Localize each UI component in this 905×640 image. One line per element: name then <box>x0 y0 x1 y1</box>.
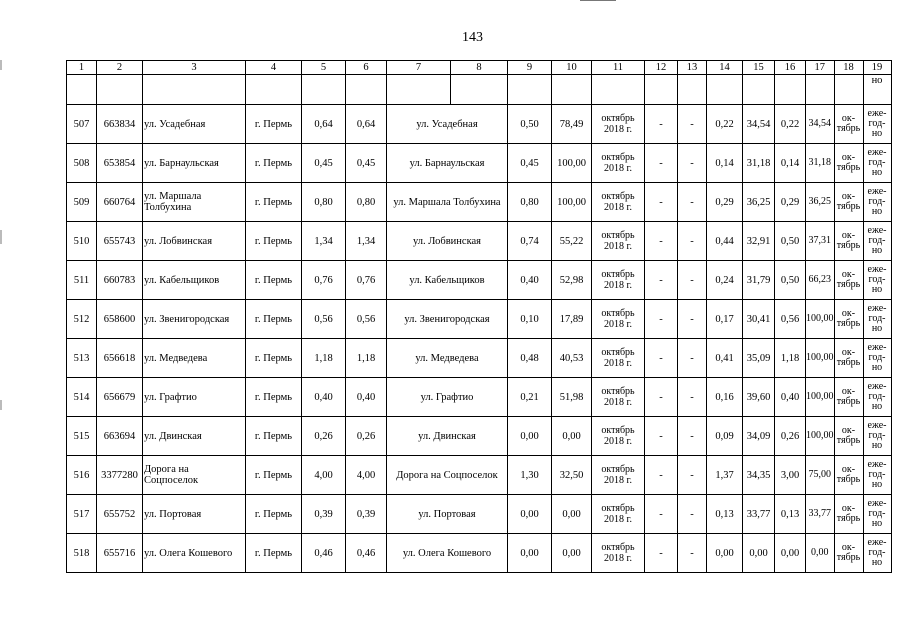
scan-edge-mark <box>0 230 2 244</box>
col-4-header: 4 <box>246 61 302 75</box>
col-12-value: - <box>645 105 678 144</box>
table-row <box>67 339 892 378</box>
row-number: 511 <box>67 261 97 300</box>
object-name: ул. Кабельщиков <box>387 261 508 300</box>
col-5-value: 1,18 <box>302 339 346 378</box>
col-18-header: 18 <box>834 61 863 75</box>
col-16-value: 0,22 <box>775 105 806 144</box>
empty-cell <box>552 75 592 105</box>
col-5-value: 0,46 <box>302 534 346 573</box>
col-17-value: 75,00 <box>806 456 835 495</box>
col-17-value: 100,00 <box>806 378 835 417</box>
col-13-value: - <box>678 378 707 417</box>
table-row <box>67 495 892 534</box>
empty-cell <box>775 75 806 105</box>
row-number: 518 <box>67 534 97 573</box>
col-14-value: 1,37 <box>707 456 743 495</box>
col-6-value: 0,56 <box>346 300 387 339</box>
empty-cell <box>743 75 775 105</box>
col-18-value: ок-тябрь <box>834 417 863 456</box>
col-14-value: 0,13 <box>707 495 743 534</box>
col-9-value: 0,45 <box>508 144 552 183</box>
col-13-value: - <box>678 300 707 339</box>
col-19-value: еже-год-но <box>863 300 891 339</box>
row-number: 512 <box>67 300 97 339</box>
period: октябрь 2018 г. <box>592 495 645 534</box>
col-16-value: 0,26 <box>775 417 806 456</box>
col-16-header: 16 <box>775 61 806 75</box>
col-10-value: 52,98 <box>552 261 592 300</box>
col-19-value: еже-год-но <box>863 534 891 573</box>
continuation-cell: но <box>863 75 891 105</box>
col-15-value: 34,54 <box>743 105 775 144</box>
col-17-value: 36,25 <box>806 183 835 222</box>
col-18-value: ок-тябрь <box>834 222 863 261</box>
row-number: 508 <box>67 144 97 183</box>
col-13-value: - <box>678 105 707 144</box>
col-10-value: 17,89 <box>552 300 592 339</box>
street-name: ул. Барнаульская <box>143 144 246 183</box>
col-14-value: 0,44 <box>707 222 743 261</box>
col-9-value: 0,21 <box>508 378 552 417</box>
col-10-value: 51,98 <box>552 378 592 417</box>
col-1-header: 1 <box>67 61 97 75</box>
col-12-value: - <box>645 417 678 456</box>
col-9-value: 0,00 <box>508 495 552 534</box>
col-14-value: 0,29 <box>707 183 743 222</box>
object-name: ул. Маршала Толбухина <box>387 183 508 222</box>
empty-cell <box>302 75 346 105</box>
col-5-value: 0,76 <box>302 261 346 300</box>
col-14-value: 0,16 <box>707 378 743 417</box>
empty-cell <box>592 75 645 105</box>
col-5-value: 4,00 <box>302 456 346 495</box>
col-19-value: еже-год-но <box>863 144 891 183</box>
empty-cell <box>97 75 143 105</box>
col-6-value: 1,18 <box>346 339 387 378</box>
city: г. Пермь <box>246 534 302 573</box>
col-13-header: 13 <box>678 61 707 75</box>
col-9-value: 1,30 <box>508 456 552 495</box>
col-15-value: 34,09 <box>743 417 775 456</box>
empty-cell <box>834 75 863 105</box>
object-code: 656618 <box>97 339 143 378</box>
period: октябрь 2018 г. <box>592 105 645 144</box>
col-12-value: - <box>645 495 678 534</box>
city: г. Пермь <box>246 183 302 222</box>
col-5-value: 0,40 <box>302 378 346 417</box>
object-name: ул. Звенигородская <box>387 300 508 339</box>
col-13-value: - <box>678 339 707 378</box>
col-16-value: 0,14 <box>775 144 806 183</box>
city: г. Пермь <box>246 105 302 144</box>
empty-cell <box>451 75 508 105</box>
row-number: 515 <box>67 417 97 456</box>
period: октябрь 2018 г. <box>592 222 645 261</box>
col-6-value: 0,26 <box>346 417 387 456</box>
col-10-value: 55,22 <box>552 222 592 261</box>
col-19-value: еже-год-но <box>863 105 891 144</box>
object-code: 653854 <box>97 144 143 183</box>
col-3-header: 3 <box>143 61 246 75</box>
col-12-value: - <box>645 456 678 495</box>
city: г. Пермь <box>246 144 302 183</box>
col-19-value: еже-год-но <box>863 456 891 495</box>
row-number: 516 <box>67 456 97 495</box>
col-19-value: еже-год-но <box>863 183 891 222</box>
col-13-value: - <box>678 456 707 495</box>
col-10-value: 100,00 <box>552 183 592 222</box>
row-number: 510 <box>67 222 97 261</box>
col-10-value: 32,50 <box>552 456 592 495</box>
col-16-value: 0,50 <box>775 261 806 300</box>
col-6-value: 0,40 <box>346 378 387 417</box>
object-name: ул. Усадебная <box>387 105 508 144</box>
col-7-header: 7 <box>387 61 451 75</box>
col-8-header: 8 <box>451 61 508 75</box>
city: г. Пермь <box>246 378 302 417</box>
table-row <box>67 144 892 183</box>
col-18-value: ок-тябрь <box>834 378 863 417</box>
col-18-value: ок-тябрь <box>834 261 863 300</box>
object-name: ул. Барнаульская <box>387 144 508 183</box>
col-9-value: 0,40 <box>508 261 552 300</box>
col-16-value: 3,00 <box>775 456 806 495</box>
col-18-value: ок-тябрь <box>834 534 863 573</box>
object-code: 3377280 <box>97 456 143 495</box>
col-10-value: 40,53 <box>552 339 592 378</box>
col-15-value: 34,35 <box>743 456 775 495</box>
col-9-value: 0,50 <box>508 105 552 144</box>
col-14-value: 0,09 <box>707 417 743 456</box>
row-number: 514 <box>67 378 97 417</box>
col-18-value: ок-тябрь <box>834 300 863 339</box>
city: г. Пермь <box>246 300 302 339</box>
col-6-value: 0,64 <box>346 105 387 144</box>
register-table <box>66 60 892 573</box>
header-row <box>67 61 892 75</box>
table-row <box>67 261 892 300</box>
col-10-value: 0,00 <box>552 534 592 573</box>
col-16-value: 0,13 <box>775 495 806 534</box>
col-12-value: - <box>645 378 678 417</box>
street-name: ул. Портовая <box>143 495 246 534</box>
col-18-value: ок-тябрь <box>834 456 863 495</box>
col-13-value: - <box>678 534 707 573</box>
col-17-value: 100,00 <box>806 339 835 378</box>
city: г. Пермь <box>246 222 302 261</box>
col-10-header: 10 <box>552 61 592 75</box>
col-9-value: 0,00 <box>508 417 552 456</box>
scan-edge-mark <box>0 60 2 70</box>
col-5-value: 0,26 <box>302 417 346 456</box>
col-18-value: ок-тябрь <box>834 105 863 144</box>
col-5-value: 0,39 <box>302 495 346 534</box>
col-15-value: 39,60 <box>743 378 775 417</box>
col-9-value: 0,10 <box>508 300 552 339</box>
col-17-value: 34,54 <box>806 105 835 144</box>
col-16-value: 0,00 <box>775 534 806 573</box>
col-15-value: 33,77 <box>743 495 775 534</box>
object-name: ул. Графтио <box>387 378 508 417</box>
col-16-value: 0,40 <box>775 378 806 417</box>
period: октябрь 2018 г. <box>592 534 645 573</box>
street-name: ул. Маршала Толбухина <box>143 183 246 222</box>
register-table-body <box>67 61 892 573</box>
col-5-value: 0,64 <box>302 105 346 144</box>
col-5-header: 5 <box>302 61 346 75</box>
object-code: 655716 <box>97 534 143 573</box>
object-name: ул. Олега Кошевого <box>387 534 508 573</box>
table-row <box>67 417 892 456</box>
col-10-value: 78,49 <box>552 105 592 144</box>
city: г. Пермь <box>246 417 302 456</box>
col-12-value: - <box>645 222 678 261</box>
col-12-value: - <box>645 144 678 183</box>
col-14-value: 0,41 <box>707 339 743 378</box>
street-name: ул. Усадебная <box>143 105 246 144</box>
col-10-value: 0,00 <box>552 417 592 456</box>
col-9-header: 9 <box>508 61 552 75</box>
col-15-header: 15 <box>743 61 775 75</box>
col-6-value: 0,39 <box>346 495 387 534</box>
table-row <box>67 300 892 339</box>
col-5-value: 0,56 <box>302 300 346 339</box>
col-17-value: 31,18 <box>806 144 835 183</box>
period: октябрь 2018 г. <box>592 144 645 183</box>
street-name: Дорога на Соцпоселок <box>143 456 246 495</box>
col-19-header: 19 <box>863 61 891 75</box>
col-13-value: - <box>678 261 707 300</box>
empty-cell <box>387 75 451 105</box>
street-name: ул. Медведева <box>143 339 246 378</box>
object-name: ул. Медведева <box>387 339 508 378</box>
col-19-value: еже-год-но <box>863 261 891 300</box>
col-12-value: - <box>645 300 678 339</box>
col-14-header: 14 <box>707 61 743 75</box>
col-17-value: 100,00 <box>806 300 835 339</box>
col-17-value: 33,77 <box>806 495 835 534</box>
table-row <box>67 183 892 222</box>
object-code: 655743 <box>97 222 143 261</box>
col-5-value: 0,45 <box>302 144 346 183</box>
col-10-value: 0,00 <box>552 495 592 534</box>
object-code: 660764 <box>97 183 143 222</box>
col-12-value: - <box>645 339 678 378</box>
table-row <box>67 534 892 573</box>
col-14-value: 0,24 <box>707 261 743 300</box>
table-row <box>67 378 892 417</box>
col-19-value: еже-год-но <box>863 222 891 261</box>
col-13-value: - <box>678 222 707 261</box>
object-code: 663694 <box>97 417 143 456</box>
object-code: 658600 <box>97 300 143 339</box>
street-name: ул. Олега Кошевого <box>143 534 246 573</box>
col-12-value: - <box>645 183 678 222</box>
col-9-value: 0,00 <box>508 534 552 573</box>
period: октябрь 2018 г. <box>592 300 645 339</box>
col-12-header: 12 <box>645 61 678 75</box>
object-code: 660783 <box>97 261 143 300</box>
col-15-value: 31,18 <box>743 144 775 183</box>
empty-cell <box>806 75 835 105</box>
col-6-value: 1,34 <box>346 222 387 261</box>
empty-cell <box>678 75 707 105</box>
empty-cell <box>645 75 678 105</box>
col-14-value: 0,00 <box>707 534 743 573</box>
page-number: 143 <box>462 30 483 45</box>
col-2-header: 2 <box>97 61 143 75</box>
street-name: ул. Звенигородская <box>143 300 246 339</box>
scan-edge-mark <box>0 400 2 410</box>
col-6-value: 0,76 <box>346 261 387 300</box>
scan-top-mark <box>580 0 616 1</box>
col-12-value: - <box>645 261 678 300</box>
street-name: ул. Двинская <box>143 417 246 456</box>
col-16-value: 1,18 <box>775 339 806 378</box>
col-15-value: 32,91 <box>743 222 775 261</box>
col-6-value: 0,80 <box>346 183 387 222</box>
period: октябрь 2018 г. <box>592 261 645 300</box>
object-code: 663834 <box>97 105 143 144</box>
col-5-value: 1,34 <box>302 222 346 261</box>
row-number: 517 <box>67 495 97 534</box>
street-name: ул. Кабельщиков <box>143 261 246 300</box>
col-19-value: еже-год-но <box>863 417 891 456</box>
object-name: Дорога на Соцпоселок <box>387 456 508 495</box>
col-19-value: еже-год-но <box>863 378 891 417</box>
col-11-header: 11 <box>592 61 645 75</box>
table-row <box>67 222 892 261</box>
col-16-value: 0,29 <box>775 183 806 222</box>
col-12-value: - <box>645 534 678 573</box>
empty-cell <box>246 75 302 105</box>
empty-cell <box>707 75 743 105</box>
col-15-value: 30,41 <box>743 300 775 339</box>
row-number: 509 <box>67 183 97 222</box>
col-9-value: 0,48 <box>508 339 552 378</box>
col-15-value: 0,00 <box>743 534 775 573</box>
col-6-value: 0,45 <box>346 144 387 183</box>
empty-cell <box>346 75 387 105</box>
col-15-value: 36,25 <box>743 183 775 222</box>
col-6-value: 4,00 <box>346 456 387 495</box>
street-name: ул. Лобвинская <box>143 222 246 261</box>
street-name: ул. Графтио <box>143 378 246 417</box>
row-number: 513 <box>67 339 97 378</box>
col-10-value: 100,00 <box>552 144 592 183</box>
col-9-value: 0,80 <box>508 183 552 222</box>
city: г. Пермь <box>246 495 302 534</box>
col-6-value: 0,46 <box>346 534 387 573</box>
col-14-value: 0,22 <box>707 105 743 144</box>
period: октябрь 2018 г. <box>592 417 645 456</box>
city: г. Пермь <box>246 339 302 378</box>
object-code: 656679 <box>97 378 143 417</box>
col-13-value: - <box>678 417 707 456</box>
col-17-value: 37,31 <box>806 222 835 261</box>
period: октябрь 2018 г. <box>592 183 645 222</box>
object-name: ул. Лобвинская <box>387 222 508 261</box>
col-18-value: ок-тябрь <box>834 183 863 222</box>
col-13-value: - <box>678 495 707 534</box>
col-14-value: 0,17 <box>707 300 743 339</box>
col-18-value: ок-тябрь <box>834 144 863 183</box>
col-16-value: 0,50 <box>775 222 806 261</box>
period: октябрь 2018 г. <box>592 378 645 417</box>
city: г. Пермь <box>246 456 302 495</box>
city: г. Пермь <box>246 261 302 300</box>
col-17-value: 66,23 <box>806 261 835 300</box>
col-15-value: 35,09 <box>743 339 775 378</box>
object-code: 655752 <box>97 495 143 534</box>
col-18-value: ок-тябрь <box>834 495 863 534</box>
col-16-value: 0,56 <box>775 300 806 339</box>
col-15-value: 31,79 <box>743 261 775 300</box>
col-17-value: 100,00 <box>806 417 835 456</box>
col-13-value: - <box>678 144 707 183</box>
col-5-value: 0,80 <box>302 183 346 222</box>
col-19-value: еже-год-но <box>863 339 891 378</box>
col-17-header: 17 <box>806 61 835 75</box>
object-name: ул. Портовая <box>387 495 508 534</box>
row-number: 507 <box>67 105 97 144</box>
col-17-value: 0,00 <box>806 534 835 573</box>
empty-cell <box>67 75 97 105</box>
col-14-value: 0,14 <box>707 144 743 183</box>
col-6-header: 6 <box>346 61 387 75</box>
period: октябрь 2018 г. <box>592 339 645 378</box>
col-9-value: 0,74 <box>508 222 552 261</box>
object-name: ул. Двинская <box>387 417 508 456</box>
empty-cell <box>143 75 246 105</box>
empty-cell <box>508 75 552 105</box>
col-13-value: - <box>678 183 707 222</box>
period: октябрь 2018 г. <box>592 456 645 495</box>
table-row <box>67 456 892 495</box>
continuation-row <box>67 75 892 105</box>
col-19-value: еже-год-но <box>863 495 891 534</box>
table-row <box>67 105 892 144</box>
col-18-value: ок-тябрь <box>834 339 863 378</box>
